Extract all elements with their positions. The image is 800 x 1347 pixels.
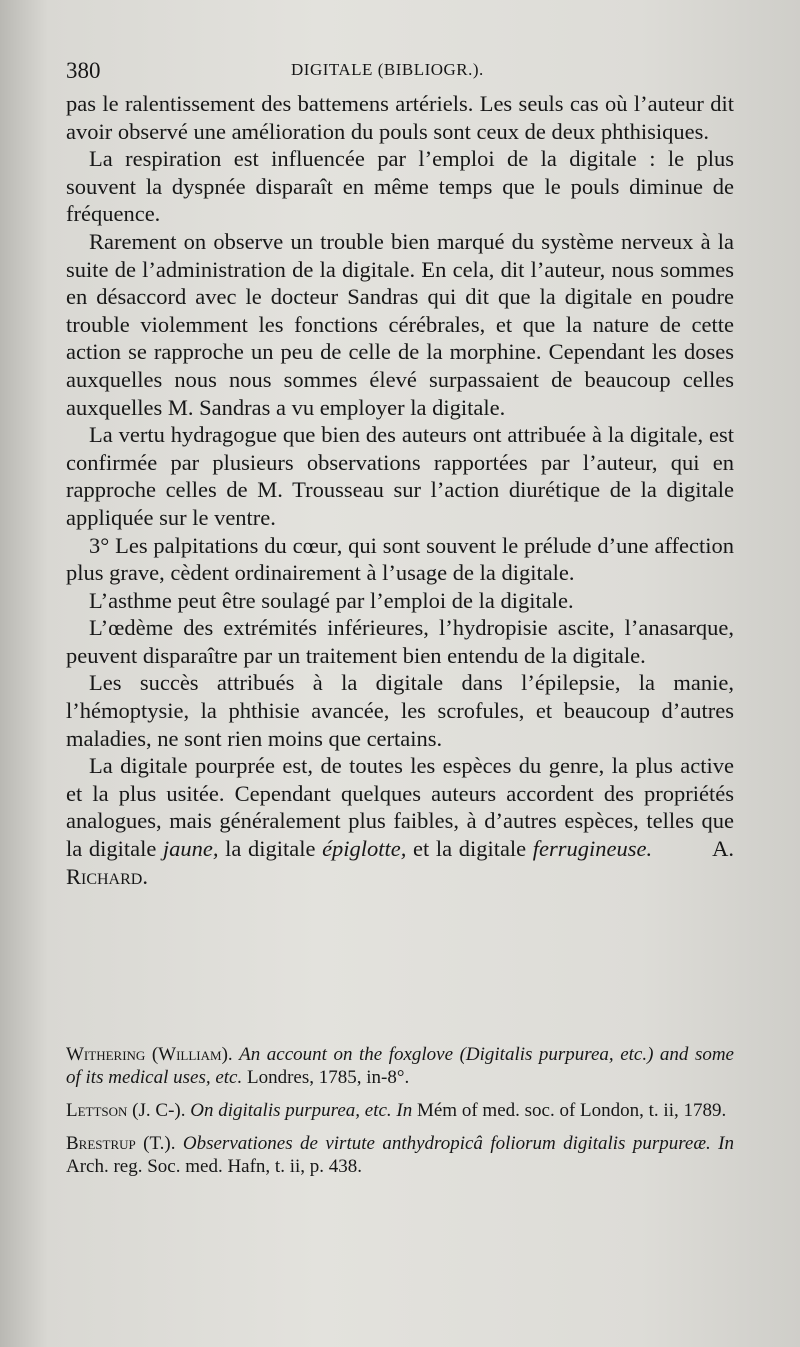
paragraph-1: pas le ralentissement des battemens artériels. Les seuls cas où l’auteur dit avoir observé une amélioration du pouls sont ceux de deux phthisiques. bbox=[66, 91, 734, 144]
paragraph-5: 3° Les palpitations du cœur, qui sont souvent le prélude d’une affection plus grave, cèdent ordinairement à l’usage de la digitale. bbox=[66, 532, 734, 586]
paragraph-9-text-b: la digitale bbox=[218, 836, 323, 862]
paragraph-9 bbox=[66, 752, 734, 890]
main-text bbox=[66, 90, 734, 890]
paragraph-9-text-c: et la digitale bbox=[406, 836, 533, 862]
term-epiglotte: épiglotte, bbox=[322, 836, 407, 862]
bibliography bbox=[66, 1043, 734, 1188]
bib-title: An account on the foxglove (Digitalis purpurea, etc.) and some of its medical uses, etc. bbox=[66, 1044, 734, 1088]
bib-title: On digitalis purpurea, etc. In bbox=[190, 1100, 413, 1121]
running-title: DIGITALE (BIBLIOGR.). bbox=[291, 60, 484, 79]
paragraph-8: Les succès attribués à la digitale dans l’épilepsie, la manie, l’hémoptysie, la phthisie avancée, les scrofules, et beaucoup d’autres maladies, ne sont rien moins que certains. bbox=[66, 670, 734, 751]
bibliography-entry bbox=[66, 1132, 734, 1178]
paragraph-6: L’asthme peut être soulagé par l’emploi de la digitale. bbox=[89, 587, 574, 613]
bibliography-entry bbox=[66, 1043, 734, 1089]
page-number: 380 bbox=[66, 58, 101, 83]
bib-author: Brestrup (T.). bbox=[66, 1133, 176, 1154]
bib-details: Arch. reg. Soc. med. Hafn, t. ii, p. 438. bbox=[66, 1156, 363, 1177]
paragraph-9-text-a: La digitale pourprée est, de toutes les espèces du genre, la plus active et la plus usitée. Cependant quelques auteurs accordent des propriétés analogues, mais généralement plus faibles, à d’autres espèces, telles que la digitale bbox=[66, 753, 734, 862]
page-header bbox=[66, 58, 734, 88]
paragraph-3: Rarement on observe un trouble bien marqué du système nerveux à la suite de l’administration de la digitale. En cela, dit l’auteur, nous sommes en désaccord avec le docteur Sandras qui dit que la digitale en poudre trouble violemment les fonctions cérébrales, et que la nature de cette action se rapproche un peu de celle de la morphine. Cependant les doses auxquelles nous nous sommes élevé surpassaient de beaucoup celles auxquelles M. Sandras a vu employer la digitale. bbox=[66, 228, 734, 420]
term-jaune: jaune, bbox=[162, 836, 219, 862]
bib-details: Londres, 1785, in-8°. bbox=[242, 1067, 410, 1088]
paragraph-7: L’œdème des extrémités inférieures, l’hydropisie ascite, l’anasarque, peuvent disparaître par un traitement bien entendu de la digitale. bbox=[66, 615, 734, 668]
author-signature: A. Richard. bbox=[66, 836, 734, 889]
bib-author: Lettson (J. C-). bbox=[66, 1100, 186, 1121]
bibliography-entry bbox=[66, 1099, 734, 1122]
bib-title: Observationes de virtute anthydropicâ foliorum digitalis purpureæ. In bbox=[182, 1133, 734, 1154]
bib-author: Withering (William). bbox=[66, 1044, 233, 1065]
term-ferrugineuse: ferrugineuse. bbox=[532, 836, 653, 862]
paragraph-2: La respiration est influencée par l’emploi de la digitale : le plus souvent la dyspnée disparaît en même temps que le pouls diminue de fréquence. bbox=[66, 146, 734, 227]
bib-details: Mém of med. soc. of London, t. ii, 1789. bbox=[412, 1100, 727, 1121]
paragraph-4: La vertu hydragogue que bien des auteurs ont attribuée à la digitale, est confirmée par plusieurs observations rapportées par l’auteur, qui en rapproche celles de M. Trousseau sur l’action diurétique de la digitale appliquée sur le ventre. bbox=[66, 422, 734, 530]
